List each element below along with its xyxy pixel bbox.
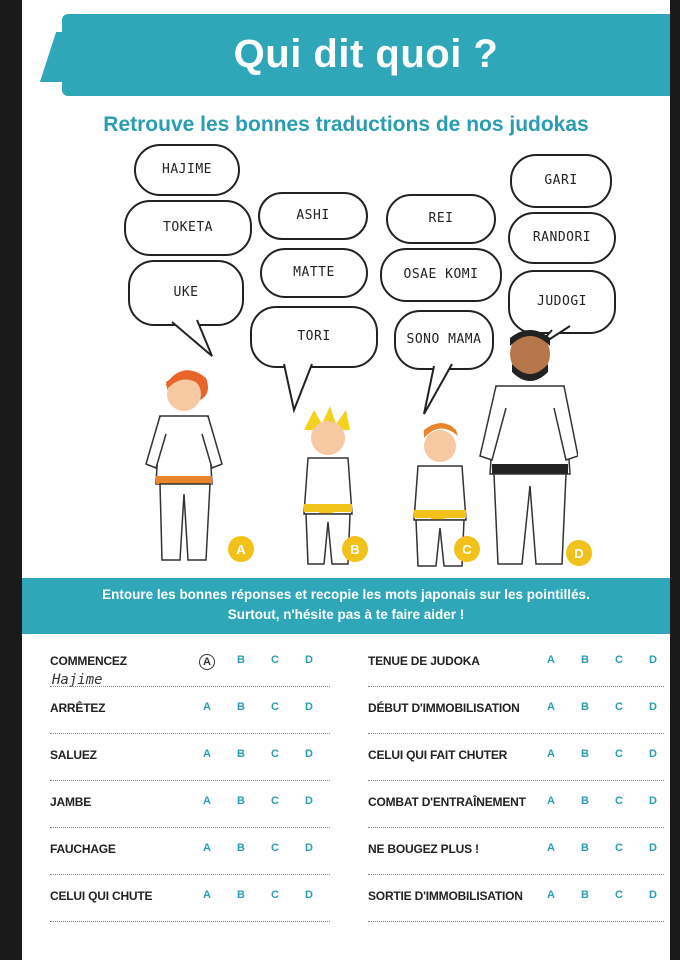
option-b[interactable]	[224, 795, 258, 807]
bubble-sono-mama: SONO MAMA	[394, 310, 494, 370]
question-label: FAUCHAGE	[50, 842, 116, 856]
answer-options	[534, 889, 670, 901]
dotted-answer-line	[50, 733, 330, 734]
instructions-line-1: Entoure les bonnes réponses et recopie les mots japonais sur les pointillés.	[102, 587, 590, 602]
option-a[interactable]	[534, 795, 568, 807]
question-label: TENUE DE JUDOKA	[368, 654, 480, 668]
option-letter: C	[271, 748, 279, 760]
answer-options	[190, 701, 326, 713]
option-a[interactable]	[190, 842, 224, 854]
dotted-answer-line	[368, 827, 664, 828]
option-d[interactable]	[292, 889, 326, 901]
option-a[interactable]	[534, 654, 568, 666]
option-letter: D	[305, 654, 313, 666]
option-d[interactable]	[636, 889, 670, 901]
option-d[interactable]	[636, 748, 670, 760]
option-c[interactable]	[602, 701, 636, 713]
option-b[interactable]	[224, 889, 258, 901]
question-row	[368, 650, 664, 697]
option-b[interactable]	[224, 654, 258, 670]
answer-options	[190, 795, 326, 807]
option-c[interactable]	[258, 842, 292, 854]
bubble-randori: RANDORI	[508, 212, 616, 264]
bubble-uke: UKE	[128, 260, 244, 326]
option-letter: D	[649, 795, 657, 807]
option-letter: D	[305, 889, 313, 901]
question-row	[368, 885, 664, 932]
instructions-banner	[22, 578, 670, 634]
judoka-d-figure	[478, 324, 578, 574]
option-d[interactable]	[636, 654, 670, 666]
question-row	[50, 697, 330, 744]
character-marker-d: D	[566, 540, 592, 566]
bubble-ashi: ASHI	[258, 192, 368, 240]
option-letter: A	[547, 889, 555, 901]
questions-right-column	[368, 650, 664, 932]
option-d[interactable]	[292, 795, 326, 807]
instructions-line-2: Surtout, n'hésite pas à te faire aider !	[227, 607, 465, 622]
question-label: DÉBUT D'IMMOBILISATION	[368, 701, 520, 715]
question-row	[368, 697, 664, 744]
question-label: ARRÊTEZ	[50, 701, 106, 715]
answer-options	[190, 889, 326, 901]
option-c[interactable]	[602, 748, 636, 760]
option-letter: D	[305, 842, 313, 854]
dotted-answer-line	[368, 733, 664, 734]
question-label: COMMENCEZ	[50, 654, 127, 668]
option-c[interactable]	[602, 842, 636, 854]
question-row	[368, 791, 664, 838]
question-row	[50, 650, 330, 697]
bubble-tori: TORI	[250, 306, 378, 368]
worksheet	[22, 0, 670, 960]
question-label: COMBAT D'ENTRAÎNEMENT	[368, 795, 526, 809]
option-c[interactable]	[258, 795, 292, 807]
dotted-answer-line	[50, 874, 330, 875]
option-letter: B	[581, 701, 589, 713]
dotted-answer-line	[368, 921, 664, 922]
option-letter: A	[547, 842, 555, 854]
answer-options	[534, 795, 670, 807]
option-b[interactable]	[568, 842, 602, 854]
option-letter: B	[237, 842, 245, 854]
option-letter: A	[547, 701, 555, 713]
option-b[interactable]	[224, 842, 258, 854]
option-d[interactable]	[292, 701, 326, 713]
option-c[interactable]	[258, 654, 292, 670]
option-letter: C	[271, 701, 279, 713]
option-letter: B	[237, 701, 245, 713]
character-marker-a: A	[228, 536, 254, 562]
option-c[interactable]	[258, 701, 292, 713]
option-d[interactable]	[636, 795, 670, 807]
bubble-judogi: JUDOGI	[508, 270, 616, 334]
character-marker-c: C	[454, 536, 480, 562]
option-letter: D	[649, 654, 657, 666]
option-letter: C	[615, 889, 623, 901]
option-c[interactable]	[258, 748, 292, 760]
option-letter: B	[581, 748, 589, 760]
option-a[interactable]	[190, 701, 224, 713]
option-b[interactable]	[568, 654, 602, 666]
bubble-toketa: TOKETA	[124, 200, 252, 256]
option-a[interactable]	[534, 748, 568, 760]
option-letter: B	[237, 889, 245, 901]
option-d[interactable]	[292, 842, 326, 854]
question-label: SALUEZ	[50, 748, 97, 762]
option-b[interactable]	[224, 701, 258, 713]
bubble-matte: MATTE	[260, 248, 368, 298]
option-a[interactable]	[190, 889, 224, 901]
option-b[interactable]	[224, 748, 258, 760]
option-a[interactable]	[534, 889, 568, 901]
option-letter: B	[237, 654, 245, 666]
question-label: JAMBE	[50, 795, 92, 809]
answer-options	[190, 842, 326, 854]
answer-text[interactable]: Hajime	[52, 672, 103, 688]
dotted-answer-line	[50, 827, 330, 828]
answer-options	[534, 701, 670, 713]
bubble-gari: GARI	[510, 154, 612, 208]
option-letter: C	[271, 795, 279, 807]
option-d[interactable]	[292, 748, 326, 760]
answer-options	[190, 654, 326, 670]
option-letter: D	[305, 748, 313, 760]
option-letter: C	[271, 889, 279, 901]
option-letter: D	[305, 795, 313, 807]
option-b[interactable]	[568, 748, 602, 760]
dotted-answer-line	[50, 921, 330, 922]
option-c[interactable]	[602, 654, 636, 666]
answer-options	[534, 842, 670, 854]
option-letter: A	[203, 795, 211, 807]
option-b[interactable]	[568, 795, 602, 807]
question-row	[368, 838, 664, 885]
option-letter: C	[615, 701, 623, 713]
option-letter: D	[649, 842, 657, 854]
option-letter: D	[649, 748, 657, 760]
option-letter: D	[649, 701, 657, 713]
page-title: Qui dit quoi ?	[233, 32, 499, 76]
answer-options	[534, 748, 670, 760]
option-b[interactable]	[568, 701, 602, 713]
question-row	[50, 791, 330, 838]
option-a[interactable]	[534, 701, 568, 713]
option-d[interactable]	[292, 654, 326, 670]
questions-left-column	[50, 650, 330, 932]
option-a[interactable]	[190, 654, 224, 670]
dotted-answer-line	[368, 686, 664, 687]
option-b[interactable]	[568, 889, 602, 901]
option-c[interactable]	[258, 889, 292, 901]
title-banner	[62, 14, 670, 96]
option-letter: A	[203, 889, 211, 901]
option-a[interactable]	[190, 748, 224, 760]
bubble-hajime: HAJIME	[134, 144, 240, 196]
question-row	[50, 838, 330, 885]
answer-options	[190, 748, 326, 760]
option-letter: A	[547, 795, 555, 807]
option-letter: D	[649, 889, 657, 901]
dotted-answer-line	[368, 780, 664, 781]
question-row	[368, 744, 664, 791]
option-letter: B	[581, 842, 589, 854]
option-letter: A	[547, 748, 555, 760]
option-letter: C	[615, 842, 623, 854]
dotted-answer-line	[50, 780, 330, 781]
option-a[interactable]	[190, 795, 224, 807]
option-d[interactable]	[636, 842, 670, 854]
option-letter: A	[199, 654, 215, 670]
option-letter: B	[581, 795, 589, 807]
dotted-answer-line	[368, 874, 664, 875]
option-letter: C	[271, 654, 279, 666]
option-c[interactable]	[602, 795, 636, 807]
option-a[interactable]	[534, 842, 568, 854]
answer-options	[534, 654, 670, 666]
question-label: CELUI QUI CHUTE	[50, 889, 153, 903]
judoka-a-figure	[138, 364, 228, 574]
bubble-rei: REI	[386, 194, 496, 244]
option-letter: C	[615, 654, 623, 666]
option-letter: B	[581, 889, 589, 901]
question-label: CELUI QUI FAIT CHUTER	[368, 748, 508, 762]
option-letter: A	[203, 842, 211, 854]
option-letter: C	[271, 842, 279, 854]
option-letter: C	[615, 795, 623, 807]
option-letter: B	[237, 795, 245, 807]
option-letter: D	[305, 701, 313, 713]
question-label: SORTIE D'IMMOBILISATION	[368, 889, 523, 903]
option-letter: B	[237, 748, 245, 760]
option-letter: A	[547, 654, 555, 666]
option-c[interactable]	[602, 889, 636, 901]
option-letter: B	[581, 654, 589, 666]
option-letter: C	[615, 748, 623, 760]
illustration-scene	[22, 138, 670, 578]
option-letter: A	[203, 701, 211, 713]
dotted-answer-line	[50, 686, 330, 687]
character-marker-b: B	[342, 536, 368, 562]
bubble-osae-komi: OSAE KOMI	[380, 248, 502, 302]
page-subtitle: Retrouve les bonnes traductions de nos judokas	[103, 113, 589, 136]
option-letter: A	[203, 748, 211, 760]
question-row	[50, 744, 330, 791]
question-label: NE BOUGEZ PLUS !	[368, 842, 479, 856]
question-row	[50, 885, 330, 932]
option-d[interactable]	[636, 701, 670, 713]
